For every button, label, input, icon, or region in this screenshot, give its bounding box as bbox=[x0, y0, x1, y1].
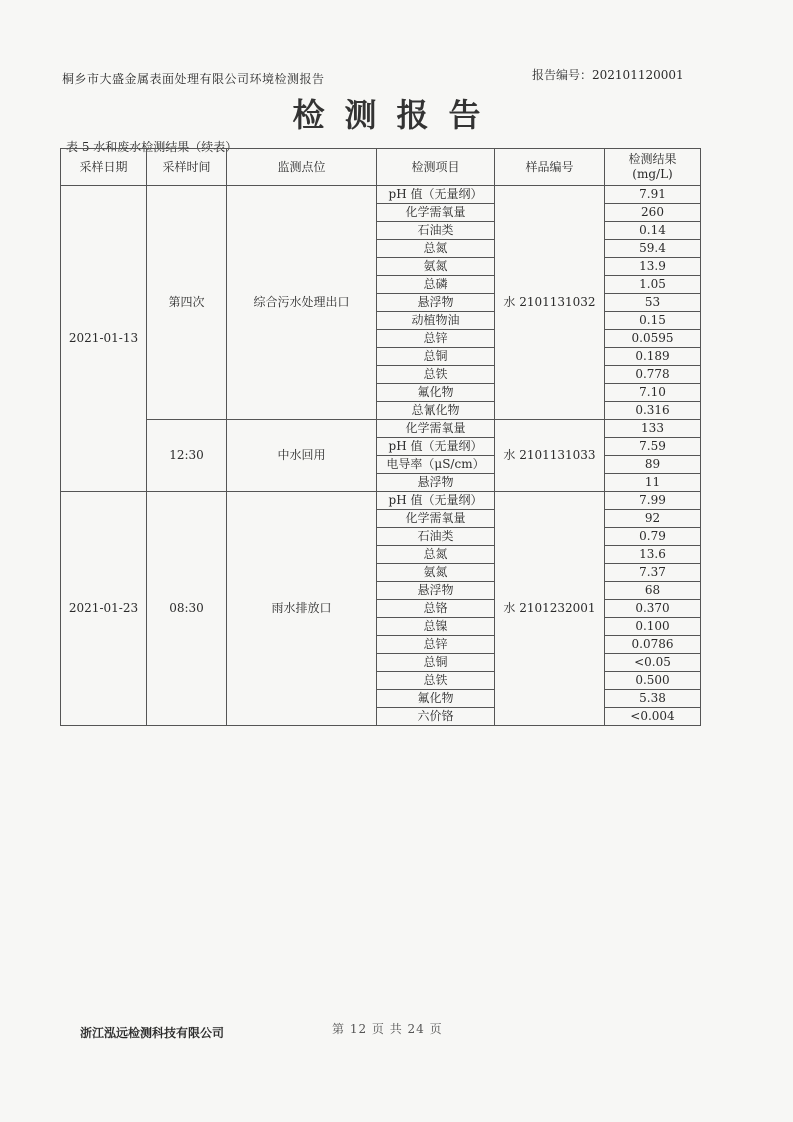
cell-time: 第四次 bbox=[147, 186, 227, 420]
cell-result: 5.38 bbox=[605, 690, 701, 708]
cell-result: 92 bbox=[605, 510, 701, 528]
cell-item: 悬浮物 bbox=[377, 582, 495, 600]
cell-result: 0.0786 bbox=[605, 636, 701, 654]
col-header-result-unit: (mg/L) bbox=[632, 167, 673, 181]
cell-result: 13.9 bbox=[605, 258, 701, 276]
cell-item: 总磷 bbox=[377, 276, 495, 294]
cell-item: pH 值（无量纲） bbox=[377, 186, 495, 204]
col-header-result-label: 检测结果 bbox=[628, 152, 677, 166]
cell-result: 11 bbox=[605, 474, 701, 492]
cell-item: 六价铬 bbox=[377, 708, 495, 726]
cell-result: 68 bbox=[605, 582, 701, 600]
footer-company: 浙江泓远检测科技有限公司 bbox=[80, 1026, 225, 1040]
cell-item: 总氮 bbox=[377, 240, 495, 258]
cell-result: 133 bbox=[605, 420, 701, 438]
cell-result: <0.004 bbox=[605, 708, 701, 726]
report-company-header: 桐乡市大盛金属表面处理有限公司环境检测报告 bbox=[62, 72, 325, 86]
cell-result: 7.37 bbox=[605, 564, 701, 582]
cell-item: 氟化物 bbox=[377, 384, 495, 402]
cell-result: 7.10 bbox=[605, 384, 701, 402]
table-row bbox=[61, 420, 701, 438]
col-header-result bbox=[605, 149, 701, 186]
cell-item: 氟化物 bbox=[377, 690, 495, 708]
cell-item: 动植物油 bbox=[377, 312, 495, 330]
cell-item: 总铜 bbox=[377, 348, 495, 366]
cell-item: 总铜 bbox=[377, 654, 495, 672]
cell-item: pH 值（无量纲） bbox=[377, 438, 495, 456]
col-header-date: 采样日期 bbox=[61, 149, 147, 186]
cell-time: 12:30 bbox=[147, 420, 227, 492]
cell-date: 2021-01-13 bbox=[61, 186, 147, 492]
col-header-item: 检测项目 bbox=[377, 149, 495, 186]
cell-item: pH 值（无量纲） bbox=[377, 492, 495, 510]
cell-result: 0.189 bbox=[605, 348, 701, 366]
report-number-label: 报告编号： bbox=[532, 68, 593, 82]
cell-item: 化学需氧量 bbox=[377, 510, 495, 528]
table-header-row bbox=[61, 149, 701, 186]
table-row bbox=[61, 186, 701, 204]
cell-location: 综合污水处理出口 bbox=[227, 186, 377, 420]
cell-result: 59.4 bbox=[605, 240, 701, 258]
cell-result: 0.0595 bbox=[605, 330, 701, 348]
cell-sample-id: 水 2101131032 bbox=[495, 186, 605, 420]
cell-item: 总铁 bbox=[377, 672, 495, 690]
cell-location: 雨水排放口 bbox=[227, 492, 377, 726]
cell-item: 总氰化物 bbox=[377, 402, 495, 420]
cell-result: 0.316 bbox=[605, 402, 701, 420]
cell-date: 2021-01-23 bbox=[61, 492, 147, 726]
report-number-value: 202101120001 bbox=[592, 68, 684, 82]
cell-result: 0.14 bbox=[605, 222, 701, 240]
cell-item: 化学需氧量 bbox=[377, 420, 495, 438]
cell-time: 08:30 bbox=[147, 492, 227, 726]
report-number bbox=[532, 66, 684, 83]
cell-item: 石油类 bbox=[377, 222, 495, 240]
cell-item: 电导率（μS/cm） bbox=[377, 456, 495, 474]
cell-item: 化学需氧量 bbox=[377, 204, 495, 222]
cell-result: 7.91 bbox=[605, 186, 701, 204]
cell-result: 13.6 bbox=[605, 546, 701, 564]
cell-item: 总镍 bbox=[377, 618, 495, 636]
table-caption: 表 5 水和废水检测结果（续表） bbox=[66, 140, 238, 154]
table-body bbox=[61, 186, 701, 726]
cell-item: 总铬 bbox=[377, 600, 495, 618]
table-row bbox=[61, 492, 701, 510]
cell-result: 7.59 bbox=[605, 438, 701, 456]
cell-result: <0.05 bbox=[605, 654, 701, 672]
page-number: 第 12 页 共 24 页 bbox=[332, 1022, 443, 1036]
cell-item: 总氮 bbox=[377, 546, 495, 564]
cell-result: 89 bbox=[605, 456, 701, 474]
cell-result: 1.05 bbox=[605, 276, 701, 294]
cell-item: 石油类 bbox=[377, 528, 495, 546]
cell-result: 0.15 bbox=[605, 312, 701, 330]
cell-result: 7.99 bbox=[605, 492, 701, 510]
cell-item: 总锌 bbox=[377, 330, 495, 348]
cell-result: 0.79 bbox=[605, 528, 701, 546]
cell-location: 中水回用 bbox=[227, 420, 377, 492]
cell-item: 悬浮物 bbox=[377, 294, 495, 312]
cell-sample-id: 水 2101232001 bbox=[495, 492, 605, 726]
cell-result: 0.500 bbox=[605, 672, 701, 690]
col-header-sample-id: 样品编号 bbox=[495, 149, 605, 186]
cell-item: 总铁 bbox=[377, 366, 495, 384]
cell-result: 0.100 bbox=[605, 618, 701, 636]
cell-result: 0.370 bbox=[605, 600, 701, 618]
cell-result: 0.778 bbox=[605, 366, 701, 384]
page-title: 检测报告 bbox=[292, 96, 501, 134]
cell-item: 氨氮 bbox=[377, 258, 495, 276]
cell-item: 总锌 bbox=[377, 636, 495, 654]
cell-result: 260 bbox=[605, 204, 701, 222]
cell-result: 53 bbox=[605, 294, 701, 312]
cell-sample-id: 水 2101131033 bbox=[495, 420, 605, 492]
col-header-location: 监测点位 bbox=[227, 149, 377, 186]
col-header-time: 采样时间 bbox=[147, 149, 227, 186]
cell-item: 悬浮物 bbox=[377, 474, 495, 492]
results-table bbox=[60, 148, 701, 726]
cell-item: 氨氮 bbox=[377, 564, 495, 582]
